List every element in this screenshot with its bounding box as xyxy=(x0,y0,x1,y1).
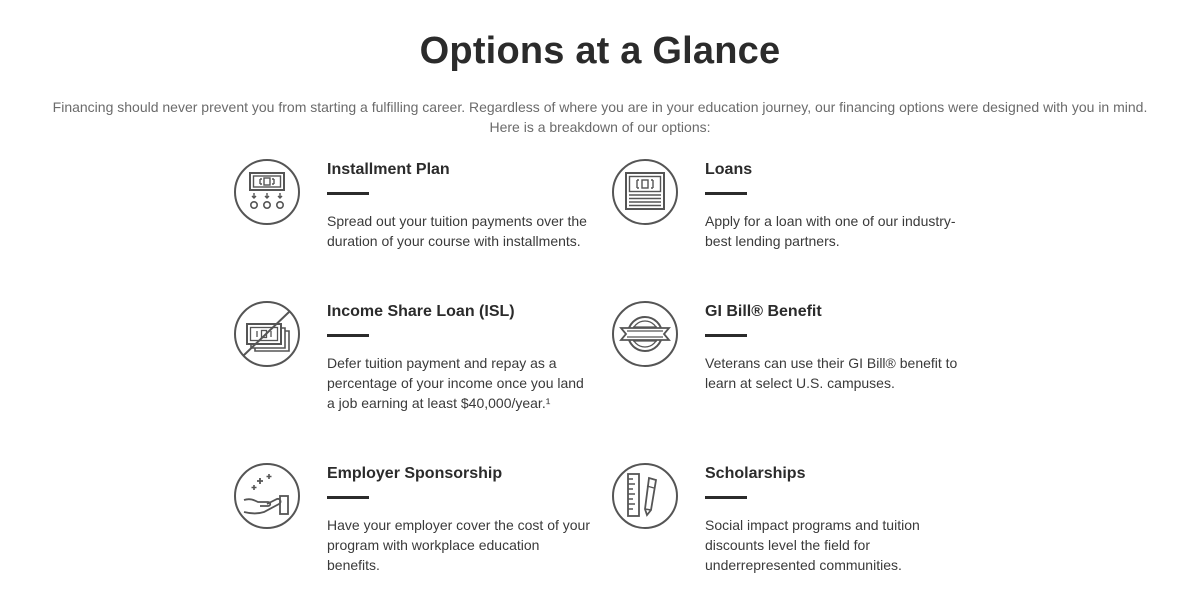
option-text xyxy=(327,462,591,575)
option-description: Veterans can use their GI Bill® benefit to learn at select U.S. campuses. xyxy=(705,355,958,391)
option-title: Loans xyxy=(705,161,753,178)
option-text xyxy=(327,158,591,251)
income-share-icon xyxy=(233,300,301,368)
option-text xyxy=(705,300,969,393)
option-title: Installment Plan xyxy=(327,161,450,178)
option-title: Scholarships xyxy=(705,465,806,482)
title-underline xyxy=(327,334,369,337)
gi-bill-badge-icon xyxy=(611,300,679,368)
loan-bill-icon xyxy=(611,158,679,226)
page-title: Options at a Glance xyxy=(419,30,781,72)
option-text xyxy=(705,462,969,575)
option-title: Income Share Loan (ISL) xyxy=(327,303,515,320)
option-title: GI Bill® Benefit xyxy=(705,303,822,320)
option-text xyxy=(705,158,969,251)
ruler-pencil-icon xyxy=(611,462,679,530)
option-title: Employer Sponsorship xyxy=(327,465,503,482)
title-underline xyxy=(705,334,747,337)
installment-icon xyxy=(233,158,301,226)
option-description: Have your employer cover the cost of your program with workplace education benefits. xyxy=(327,517,591,573)
hand-sparkle-icon xyxy=(233,462,301,530)
option-text xyxy=(327,300,591,413)
option-description: Spread out your tuition payments over the duration of your course with installments. xyxy=(327,213,587,249)
intro-text: Financing should never prevent you from starting a fulfilling career. Regardless of where you are in your education journey, our financing options were designed with you in mind. Here is a breakdown of our options: xyxy=(52,99,1148,135)
option-description: Apply for a loan with one of our industry-best lending partners. xyxy=(705,213,956,249)
option-description: Social impact programs and tuition discounts level the field for underrepresented communities. xyxy=(705,517,920,573)
title-underline xyxy=(327,496,369,499)
title-underline xyxy=(327,192,369,195)
title-underline xyxy=(705,192,747,195)
title-underline xyxy=(705,496,747,499)
option-description: Defer tuition payment and repay as a percentage of your income once you land a job earning at least $40,000/year.¹ xyxy=(327,355,584,411)
